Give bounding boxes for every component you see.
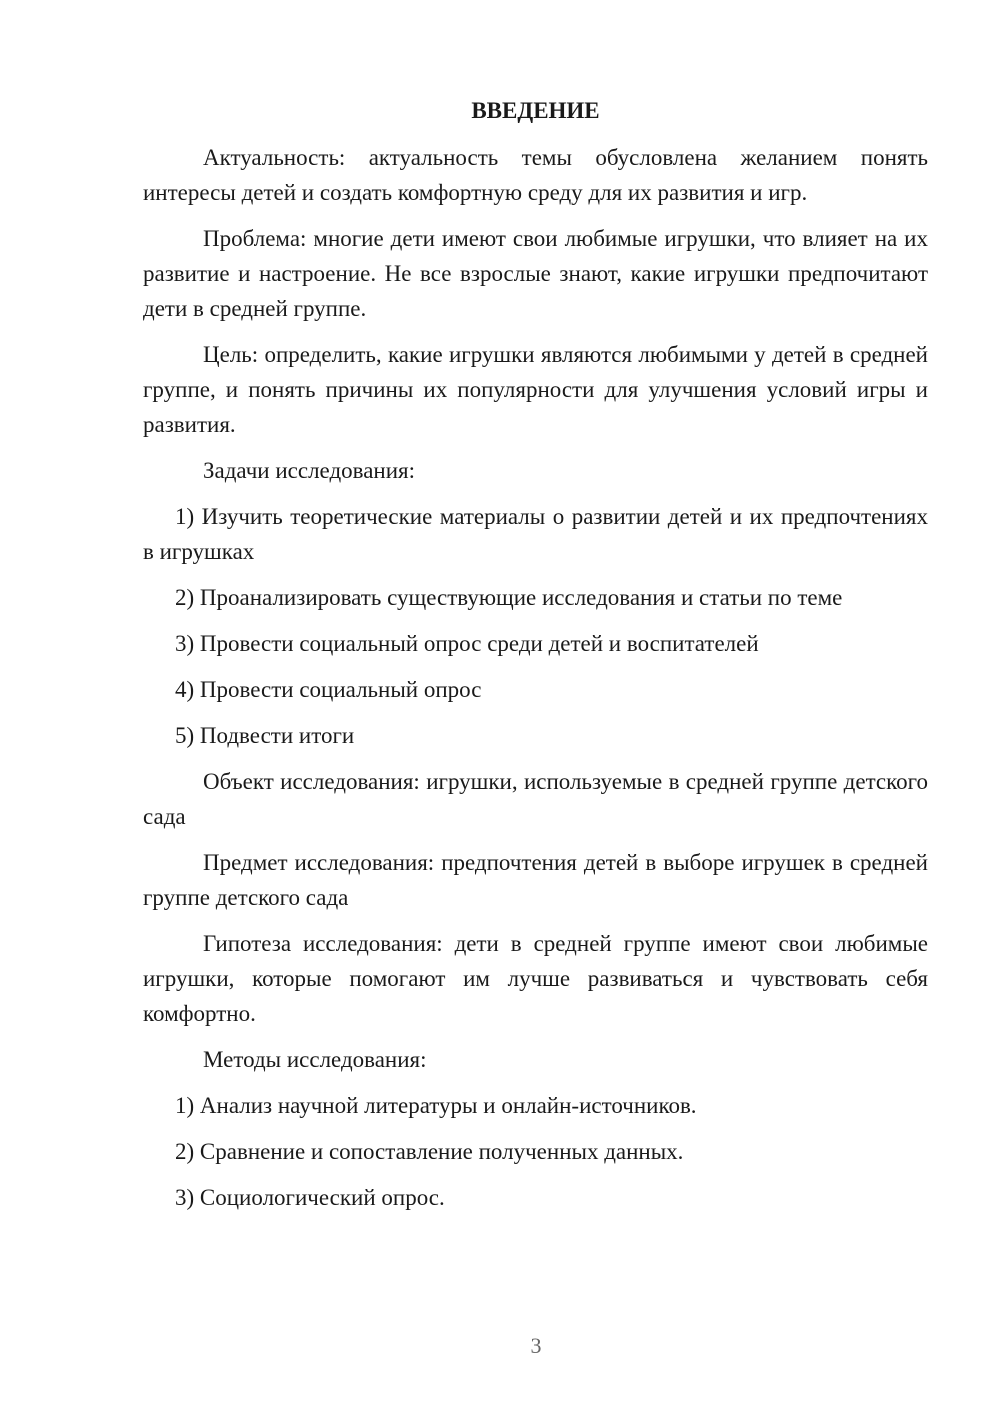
hypothesis-paragraph: Гипотеза исследования: дети в средней группе имеют свои любимые игрушки, которые помогают им лучше развиваться и чувствовать себя комфортно. — [143, 931, 928, 1026]
subject-paragraph: Предмет исследования: предпочтения детей в выборе игрушек в средней группе детского сада — [143, 850, 928, 910]
relevance-paragraph: Актуальность: актуальность темы обусловлена желанием понять интересы детей и создать комфортную среду для их развития и игр. — [143, 145, 928, 205]
page-content — [143, 93, 928, 1226]
methods-title: Методы исследования: — [203, 1047, 427, 1072]
task-item: 4) Провести социальный опрос — [175, 677, 482, 702]
task-item: 2) Проанализировать существующие исследования и статьи по теме — [175, 585, 843, 610]
method-item: 3) Социологический опрос. — [175, 1185, 445, 1210]
task-item: 3) Провести социальный опрос среди детей и воспитателей — [175, 631, 759, 656]
page-number: 3 — [530, 1333, 542, 1358]
goal-paragraph: Цель: определить, какие игрушки являются любимыми у детей в средней группе, и понять причины их популярности для улучшения условий игры и развития. — [143, 342, 928, 437]
method-item: 1) Анализ научной литературы и онлайн-источников. — [175, 1093, 697, 1118]
section-heading: ВВЕДЕНИЕ — [471, 98, 600, 123]
tasks-title: Задачи исследования: — [203, 458, 416, 483]
problem-paragraph: Проблема: многие дети имеют свои любимые игрушки, что влияет на их развитие и настроение. Не все взрослые знают, какие игрушки предпочитают дети в средней группе. — [143, 226, 928, 321]
method-item: 2) Сравнение и сопоставление полученных данных. — [175, 1139, 684, 1164]
task-item: 5) Подвести итоги — [175, 723, 355, 748]
task-item: 1) Изучить теоретические материалы о развитии детей и их предпочтениях в игрушках — [143, 504, 928, 564]
object-paragraph: Объект исследования: игрушки, используемые в средней группе детского сада — [143, 769, 928, 829]
